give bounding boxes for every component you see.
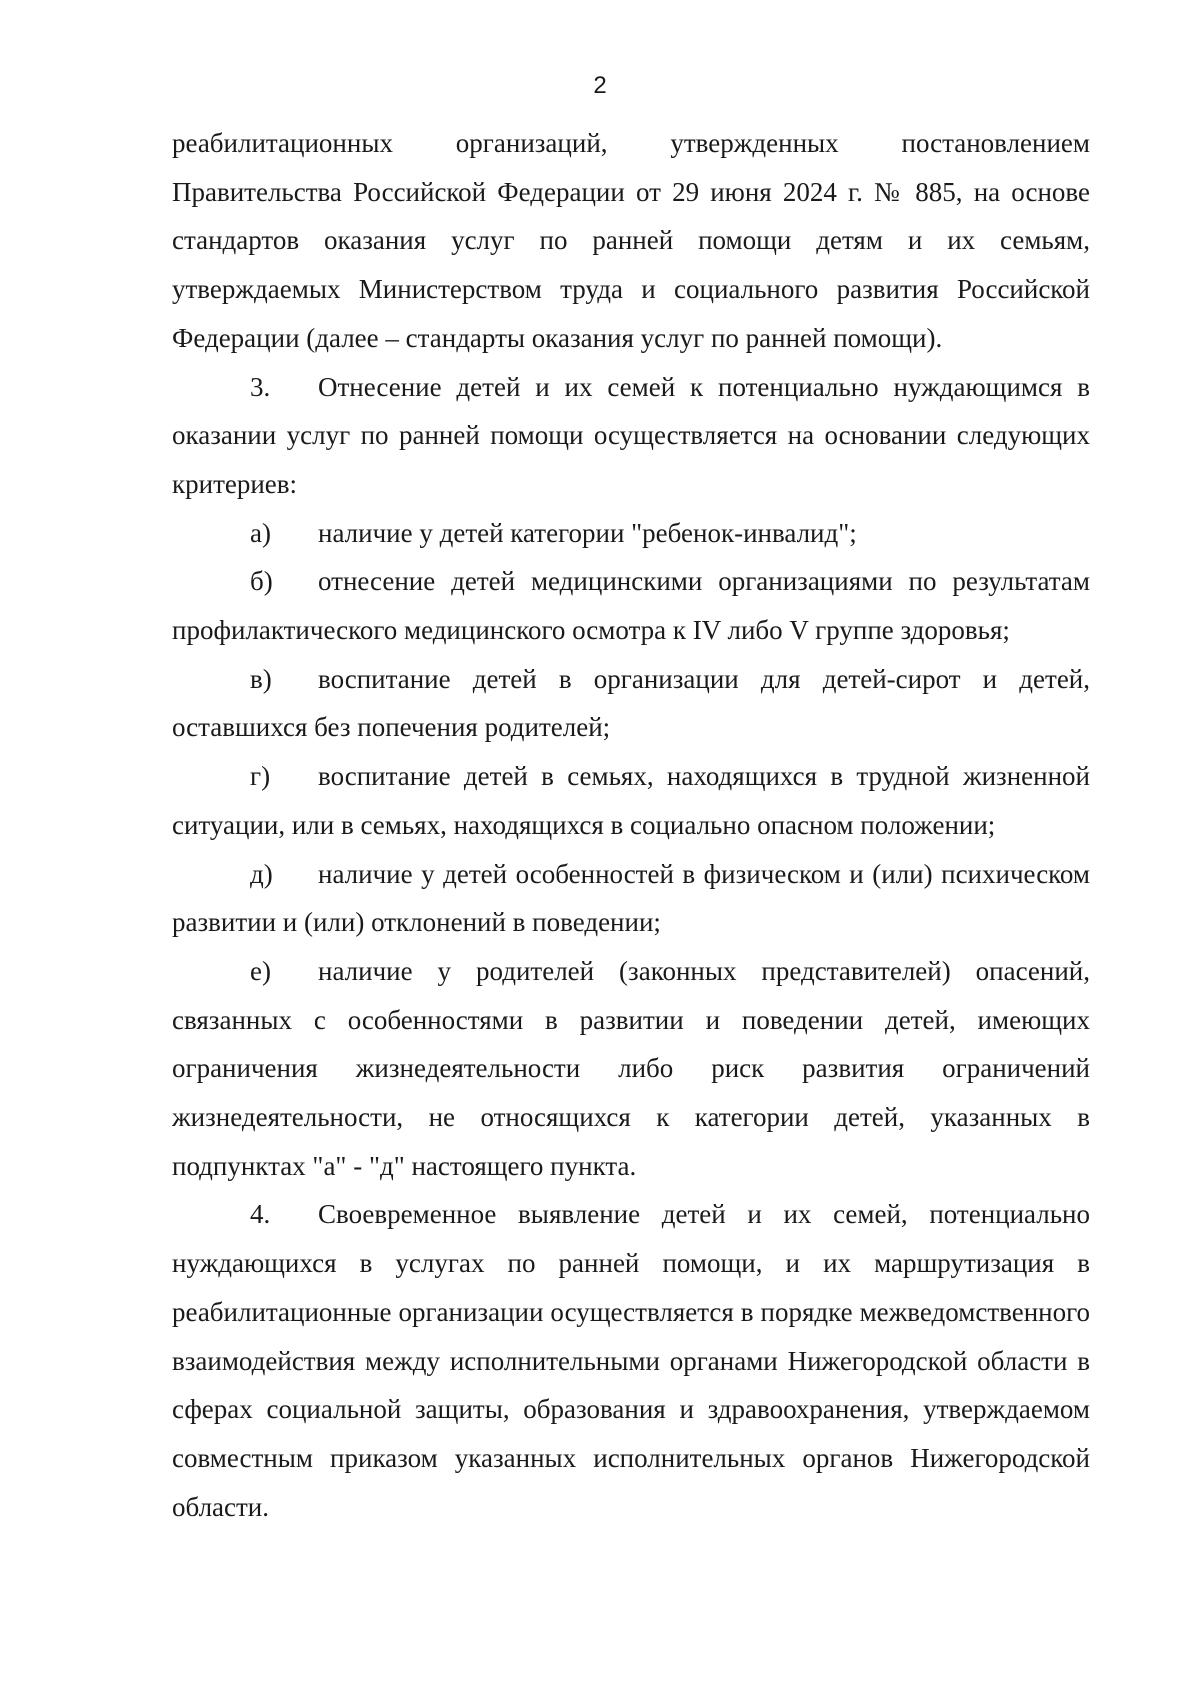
subitem-b [172, 557, 1090, 654]
subitem-text: наличие у детей категории "ребенок-инвалид"; [318, 517, 857, 548]
page-number: 2 [593, 72, 607, 99]
paragraph-text: Отнесение детей и их семей к потенциально нуждающимся в оказании услуг по ранней помощи осуществляется на основании следующих критериев: [172, 371, 1090, 499]
subitem-text: воспитание детей в семьях, находящихся в трудной жизненной ситуации, или в семьях, находящихся в социально опасном положении; [172, 761, 1090, 840]
subitem-marker: а) [250, 517, 271, 548]
subitem-a [172, 509, 1090, 558]
paragraph-continuation [172, 119, 1090, 363]
subitem-text: наличие у детей особенностей в физическом и (или) психическом развитии и (или) отклонений в поведении; [172, 858, 1090, 938]
subitem-g [172, 752, 1090, 849]
subitem-text: наличие у родителей (законных представителей) опасений, связанных с особенностями в развитии и поведении детей, имеющих ограничения жизнедеятельности либо риск развития ограничений жизнедеятельности, не относящихся к категории детей, указанных в подпунктах "а" - "д" настоящего пункта. [172, 955, 1090, 1181]
subitem-marker: г) [250, 761, 271, 792]
subitem-d [172, 850, 1090, 947]
subitem-marker: в) [250, 663, 272, 694]
subitem-marker: е) [250, 955, 271, 986]
document-body [172, 119, 1090, 1531]
subitem-marker: д) [250, 858, 273, 889]
paragraph-text: Своевременное выявление детей и их семей, потенциально нуждающихся в услугах по ранней помощи, и их маршрутизация в реабилитационные организации осуществляется в порядке межведомственного взаимодействия между исполнительными органами Нижегородской области в сферах социальной защиты, образования и здравоохранения, утверждаемом совместным приказом указанных исполнительных органов Нижегородской области. [172, 1199, 1090, 1522]
subitem-v [172, 655, 1090, 752]
paragraph-text: реабилитационных организаций, утвержденных постановлением Правительства Российской Федерации от 29 июня 2024 г. № 885, на основе стандартов оказания услуг по ранней помощи детям и их семьям, утверждаемых Министерством труда и социального развития Российской Федерации (далее – стандарты оказания услуг по ранней помощи). [172, 128, 1090, 353]
paragraph-item-3 [172, 363, 1090, 509]
item-number: 4. [250, 1199, 271, 1230]
subitem-text: отнесение детей медицинскими организациями по результатам профилактического медицинского осмотра к IV либо V группе здоровья; [172, 566, 1090, 646]
subitem-e [172, 947, 1090, 1191]
subitem-text: воспитание детей в организации для детей-сирот и детей, оставшихся без попечения родителей; [172, 663, 1090, 743]
subitem-marker: б) [250, 566, 273, 597]
item-number: 3. [250, 371, 271, 402]
paragraph-item-4 [172, 1190, 1090, 1531]
